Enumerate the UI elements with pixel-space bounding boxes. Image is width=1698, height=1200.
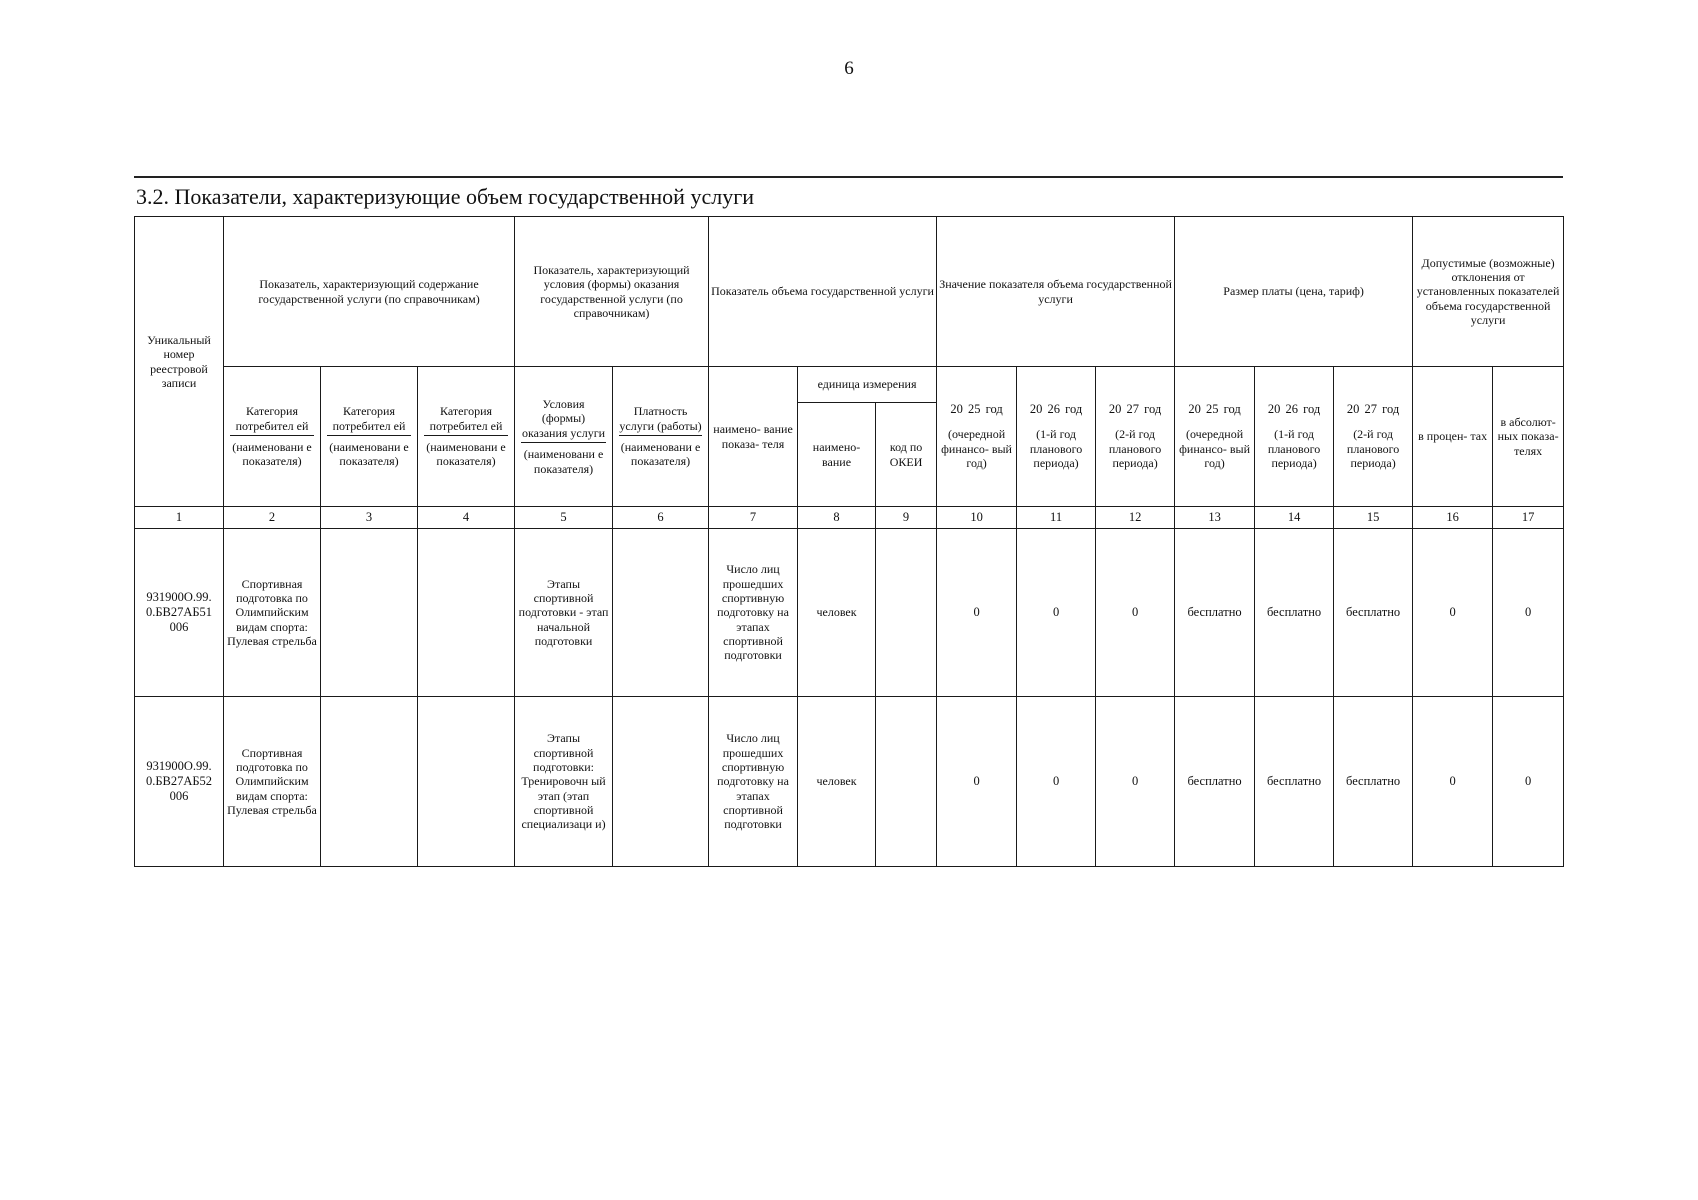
top-rule: [134, 176, 1563, 178]
unit-name: человек: [798, 697, 876, 867]
indicator-name-label: (наименовани е показателя): [523, 447, 604, 476]
value-2027: 0: [1096, 697, 1175, 867]
indicator-name-label: (наименовани е показателя): [620, 440, 701, 469]
indicator-name-label: (наименовани е показателя): [426, 440, 506, 469]
column-number: 10: [937, 507, 1017, 529]
deviation-percent: 0: [1413, 697, 1493, 867]
payment-of-service: [613, 697, 709, 867]
plan-2-label: (2-й год планового периода): [1346, 427, 1400, 471]
header-unit-name: наимено- вание: [798, 403, 876, 507]
column-number: 3: [321, 507, 418, 529]
fee-2027: бесплатно: [1334, 697, 1413, 867]
header-row-sub: [135, 367, 1564, 403]
okei-code: [876, 529, 937, 697]
consumer-category-2: [321, 529, 418, 697]
payment-of-service: [613, 529, 709, 697]
year-2026-label: 20 26 год: [1029, 402, 1083, 417]
header-volume-group: Показатель объема государственной услуги: [709, 217, 937, 367]
column-number: 8: [798, 507, 876, 529]
indicator-name: Число лиц прошедших спортивную подготовку на этапах спортивной подготовки: [709, 697, 798, 867]
value-2025: 0: [937, 697, 1017, 867]
column-number: 2: [224, 507, 321, 529]
header-value-2027: [1096, 367, 1175, 507]
header-value-group: Значение показателя объема государственной услуги: [937, 217, 1175, 367]
deviation-absolute: 0: [1493, 697, 1564, 867]
header-row-group: [135, 217, 1564, 367]
year-2027-label: 20 27 год: [1346, 402, 1400, 417]
column-number: 16: [1413, 507, 1493, 529]
header-unique-number: Уникальный номер реестровой записи: [135, 217, 224, 507]
registry-number: 931900О.99. 0.БВ27АБ51 006: [135, 529, 224, 697]
column-number: 15: [1334, 507, 1413, 529]
category-label: Категория потребител ей: [327, 404, 411, 436]
year-2025-label: 20 25 год: [950, 402, 1003, 417]
year-2027-label: 20 27 год: [1108, 402, 1162, 417]
header-payment: [613, 367, 709, 507]
header-unit: единица измерения: [798, 367, 937, 403]
table-row: [135, 529, 1564, 697]
consumer-category: Спортивная подготовка по Олимпийским видам спорта: Пулевая стрельба: [224, 697, 321, 867]
conditions-of-service: Этапы спортивной подготовки - этап начальной подготовки: [515, 529, 613, 697]
header-deviation-group: Допустимые (возможные) отклонения от установленных показателей объема государственной услуги: [1413, 217, 1564, 367]
consumer-category-3: [418, 697, 515, 867]
year-2026-label: 20 26 год: [1267, 402, 1321, 417]
plan-1-label: (1-й год планового периода): [1029, 427, 1083, 471]
fee-2027: бесплатно: [1334, 529, 1413, 697]
year-2025-label: 20 25 год: [1188, 402, 1241, 417]
column-number: 4: [418, 507, 515, 529]
header-fee-2027: [1334, 367, 1413, 507]
column-number: 11: [1017, 507, 1096, 529]
conditions-of-service: Этапы спортивной подготовки: Тренировочн ый этап (этап спортивной специализаци и): [515, 697, 613, 867]
fee-2026: бесплатно: [1255, 529, 1334, 697]
column-number: 6: [613, 507, 709, 529]
unit-name: человек: [798, 529, 876, 697]
header-conditions-group: Показатель, характеризующий условия (формы) оказания государственной услуги (по справочникам): [515, 217, 709, 367]
section-title: 3.2. Показатели, характеризующие объем государственной услуги: [136, 184, 754, 209]
header-value-2026: [1017, 367, 1096, 507]
header-category-3: [418, 367, 515, 507]
header-category-2: [321, 367, 418, 507]
header-conditions-forms: [515, 367, 613, 507]
header-category-1: [224, 367, 321, 507]
value-2026: 0: [1017, 697, 1096, 867]
header-okei-code: код по ОКЕИ: [876, 403, 937, 507]
fee-2025: бесплатно: [1175, 529, 1255, 697]
column-number: 5: [515, 507, 613, 529]
header-name-of-indicator: наимено- вание показа- теля: [709, 367, 798, 507]
column-number: 17: [1493, 507, 1564, 529]
indicator-name: Число лиц прошедших спортивную подготовку на этапах спортивной подготовки: [709, 529, 798, 697]
deviation-absolute: 0: [1493, 529, 1564, 697]
registry-number: 931900О.99. 0.БВ27АБ52 006: [135, 697, 224, 867]
page-number: 6: [844, 58, 854, 79]
header-fee-2025: [1175, 367, 1255, 507]
header-value-2025: [937, 367, 1017, 507]
value-2025: 0: [937, 529, 1017, 697]
column-number-row: [135, 507, 1564, 529]
value-2026: 0: [1017, 529, 1096, 697]
consumer-category: Спортивная подготовка по Олимпийским видам спорта: Пулевая стрельба: [224, 529, 321, 697]
fee-2025: бесплатно: [1175, 697, 1255, 867]
header-content-group: Показатель, характеризующий содержание государственной услуги (по справочникам): [224, 217, 515, 367]
table-row: [135, 697, 1564, 867]
indicator-name-label: (наименовани е показателя): [232, 440, 312, 469]
consumer-category-2: [321, 697, 418, 867]
next-fin-year-label: (очередной финансо- вый год): [941, 427, 1012, 471]
indicator-name-label: (наименовани е показателя): [329, 440, 409, 469]
conditions-forms-label: Условия (формы) оказания услуги: [521, 397, 606, 443]
column-number: 7: [709, 507, 798, 529]
deviation-percent: 0: [1413, 529, 1493, 697]
header-absolute: в абсолют- ных показа- телях: [1493, 367, 1564, 507]
okei-code: [876, 697, 937, 867]
plan-2-label: (2-й год планового периода): [1108, 427, 1162, 471]
next-fin-year-label: (очередной финансо- вый год): [1179, 427, 1250, 471]
column-number: 13: [1175, 507, 1255, 529]
payment-label: Платность услуги (работы): [619, 404, 702, 436]
column-number: 9: [876, 507, 937, 529]
fee-2026: бесплатно: [1255, 697, 1334, 867]
column-number: 1: [135, 507, 224, 529]
header-fee-group: Размер платы (цена, тариф): [1175, 217, 1413, 367]
category-label: Категория потребител ей: [424, 404, 508, 436]
column-number: 12: [1096, 507, 1175, 529]
column-number: 14: [1255, 507, 1334, 529]
header-fee-2026: [1255, 367, 1334, 507]
consumer-category-3: [418, 529, 515, 697]
volume-indicators-table: [134, 216, 1564, 867]
header-percent: в процен- тах: [1413, 367, 1493, 507]
value-2027: 0: [1096, 529, 1175, 697]
category-label: Категория потребител ей: [230, 404, 314, 436]
plan-1-label: (1-й год планового периода): [1267, 427, 1321, 471]
